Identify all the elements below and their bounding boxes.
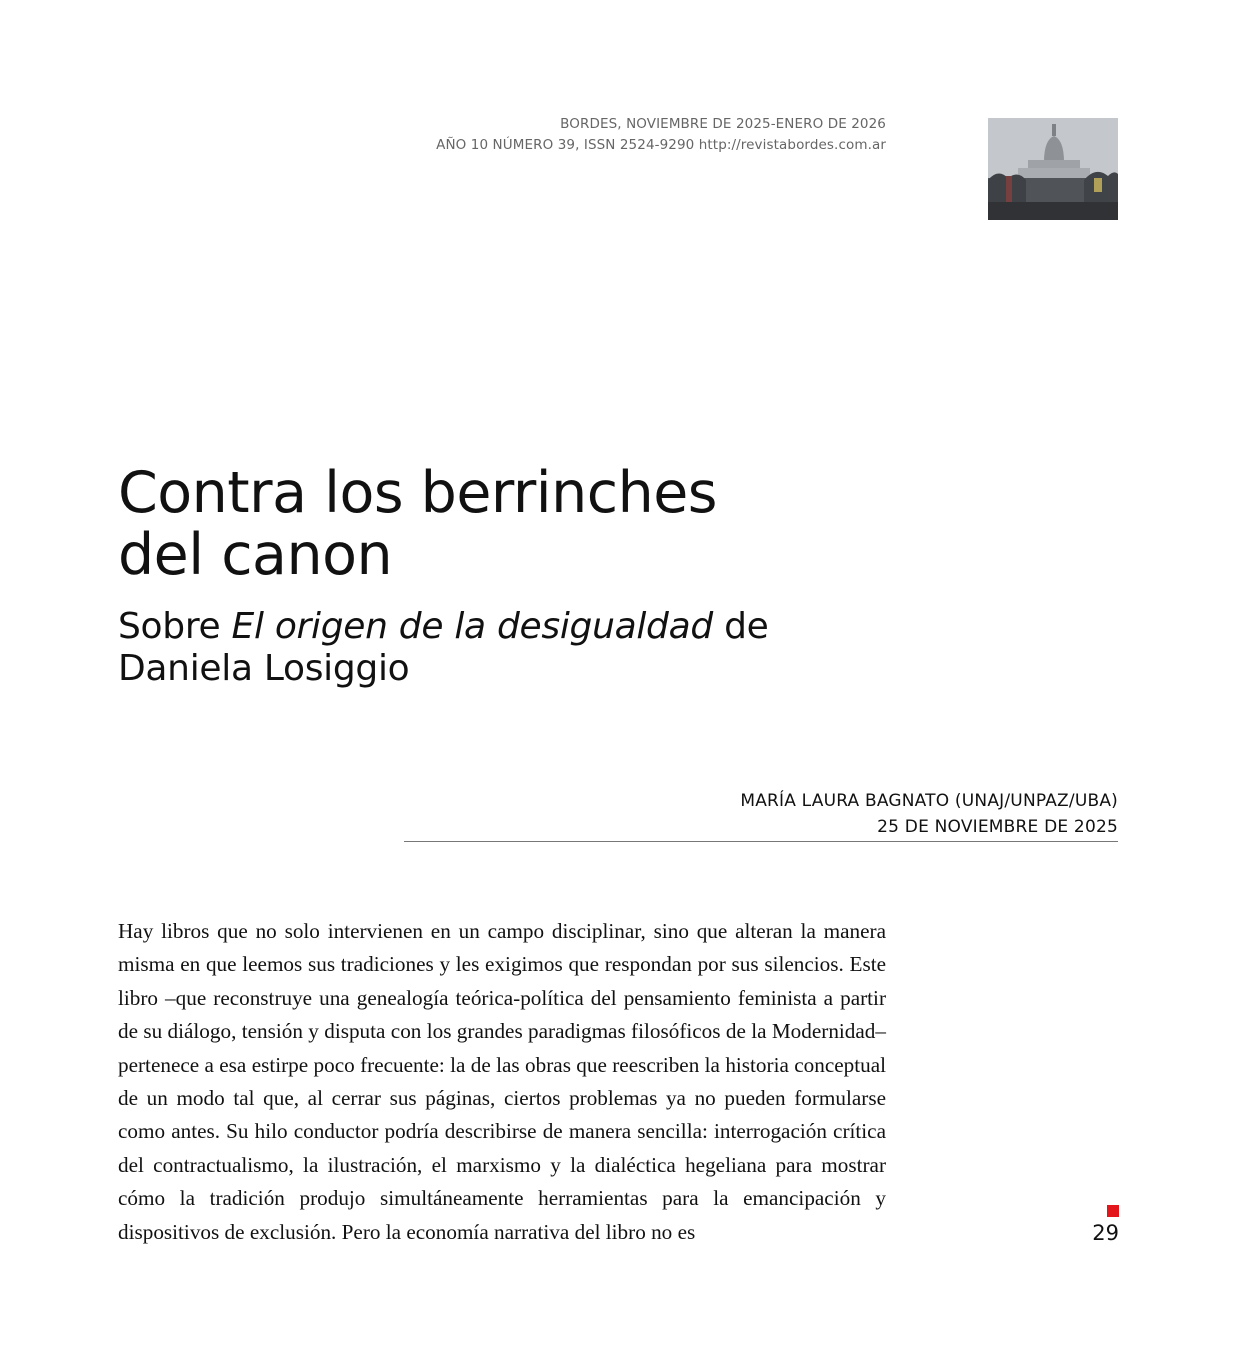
page-number: 29 [1092,1221,1119,1245]
subtitle-author-line: Daniela Losiggio [118,648,410,689]
subtitle-book-title: El origen de la desigualdad [231,606,713,647]
article-title-line1: Contra los berrinches [118,460,717,526]
subtitle-prefix: Sobre [118,606,232,647]
body-paragraph: Hay libros que no solo intervienen en un campo disciplinar, sino que alteran la manera misma en que leemos sus tradiciones y les exigimos que respondan por sus silencios. Este libro –que reconstruye una genealogía teórica-política del pensamiento feminista a partir de su diálogo, tensión y disputa con los grandes paradigmas filosóficos de la Modernidad– pertenece a esa estirpe poco frecuente: la de las obras que reescriben la historia conceptual de un modo tal que, al cerrar sus páginas, ciertos problemas ya no pueden formularse como antes. Su hilo conductor podría describirse de manera sencilla: interrogación crítica del contractualismo, la ilustración, el marxismo y la dialéctica hegeliana para mostrar cómo la tradición produjo simultáneamente herramientas para la emancipación y dispositivos de exclusión. Pero la economía narrativa del libro no es [118,919,886,1244]
congress-building-photo [988,118,1118,220]
journal-issue-line: BORDES, NOVIEMBRE DE 2025-ENERO DE 2026 [560,116,886,132]
header-photo [988,118,1118,220]
page-marker-square [1107,1205,1119,1217]
article-title [118,462,717,586]
byline [740,788,1118,840]
article-title-line2: del canon [118,522,393,588]
author-name: MARÍA LAURA BAGNATO (UNAJ/UNPAZ/UBA) [740,791,1118,811]
journal-issn-line: AÑO 10 NÚMERO 39, ISSN 2524-9290 http://revistabordes.com.ar [436,137,886,153]
journal-header [436,114,886,156]
article-subtitle [118,606,878,690]
subtitle-suffix: de [712,606,769,647]
byline-divider [404,841,1118,842]
publication-date: 25 DE NOVIEMBRE DE 2025 [877,817,1118,837]
